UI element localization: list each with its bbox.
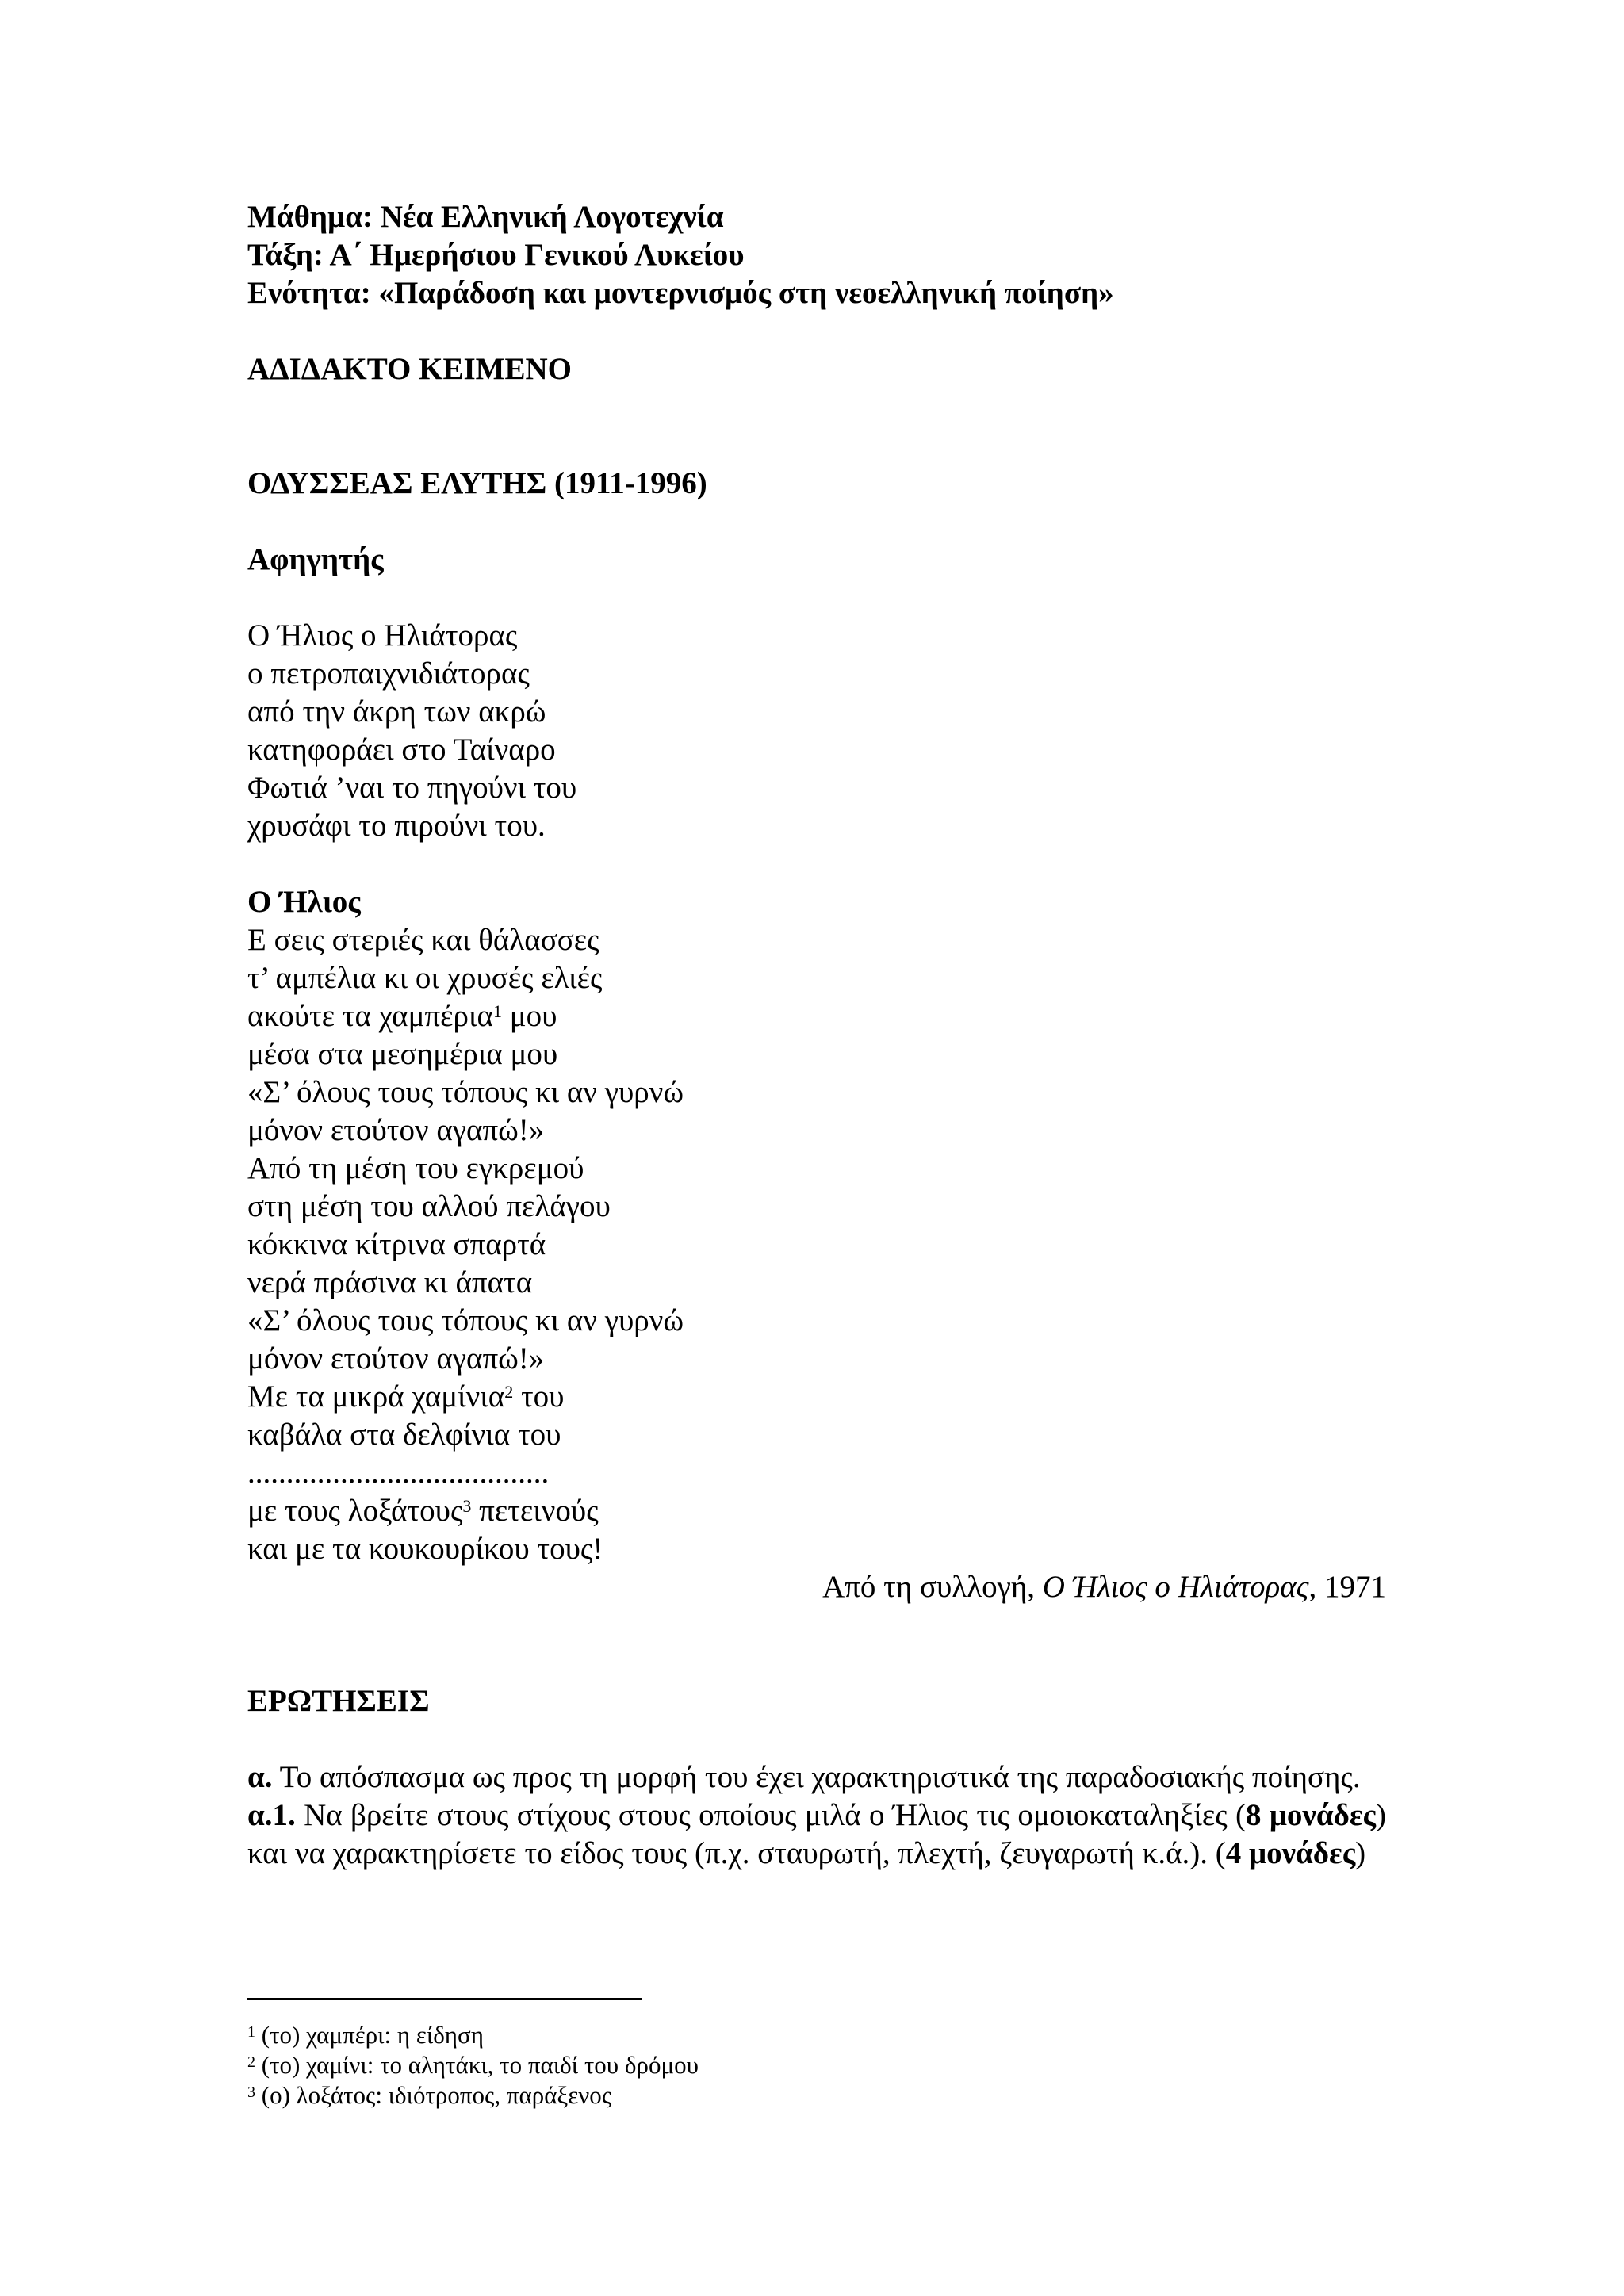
poem-line: καβάλα στα δελφίνια του xyxy=(247,1418,561,1452)
poem-line: μέσα στα μεσημέρια μου xyxy=(247,1037,558,1071)
poem-line: κατηφοράει στο Ταίναρο xyxy=(247,733,556,767)
question-a1-text: ) και να χαρακτηρίσετε το είδος τους (π.χ. σταυρωτή, πλεχτή, ζευγαρωτή κ.ά.). ( xyxy=(247,1798,1386,1870)
questions-heading: ΕΡΩΤΗΣΕΙΣ xyxy=(247,1684,430,1718)
poem-text: με τους λοξάτους xyxy=(247,1494,463,1528)
footnote-text: (το) χαμίνι: το αλητάκι, το παιδί του δρόμου xyxy=(255,2051,699,2079)
poem-line xyxy=(247,1492,1386,1530)
author-heading: ΟΔΥΣΣΕΑΣ ΕΛΥΤΗΣ (1911-1996) xyxy=(247,466,707,500)
section-title: ΑΔΙΔΑΚΤΟ ΚΕΙΜΕΝΟ xyxy=(247,352,572,386)
source-citation xyxy=(822,1568,1386,1606)
question-a1 xyxy=(247,1797,1386,1873)
document-header xyxy=(247,198,1386,312)
ellipsis-line: ....................................... xyxy=(247,1456,550,1490)
footnotes xyxy=(247,2020,699,2110)
poem-text: Με τα μικρά χαμίνια xyxy=(247,1380,505,1414)
footnote xyxy=(247,2080,699,2110)
footnote-number: 2 xyxy=(247,2053,255,2071)
poem-line: τ’ αμπέλια κι οι χρυσές ελιές xyxy=(247,961,603,995)
poem-text: μου xyxy=(501,999,557,1033)
footnote xyxy=(247,2050,699,2080)
footnote-separator xyxy=(247,1998,642,2000)
footnote xyxy=(247,2020,699,2050)
footnote-number: 3 xyxy=(247,2084,255,2101)
poem-line: Φωτιά ’ναι το πηγούνι του xyxy=(247,771,577,805)
question-a-text: Το απόσπασμα ως προς τη μορφή του έχει χαρακτηριστικά της παραδοσιακής ποίησης. xyxy=(272,1760,1361,1794)
poem-line: Ο Ήλιος ο Ηλιάτορας xyxy=(247,618,518,652)
poem-line: στη μέση του αλλού πελάγου xyxy=(247,1189,611,1223)
question-a1-text: ) xyxy=(1355,1836,1366,1870)
document-page xyxy=(247,198,1386,1873)
class-line: Τάξη: Α΄ Ημερήσιου Γενικού Λυκείου xyxy=(247,238,745,272)
footnote-ref: 3 xyxy=(462,1496,472,1516)
footnote-ref: 1 xyxy=(492,1001,502,1021)
poem-text: πετεινούς xyxy=(471,1494,599,1528)
poem-line: νερά πράσινα κι άπατα xyxy=(247,1265,533,1299)
poem-line: κόκκινα κίτρινα σπαρτά xyxy=(247,1227,546,1261)
sun-stanza xyxy=(247,921,1386,1568)
question-a1-text: Να βρείτε στους στίχους στους οποίους μιλά ο Ήλιος τις ομοιοκαταληξίες ( xyxy=(295,1798,1247,1832)
footnote-text: (το) χαμπέρι: η είδηση xyxy=(255,2021,484,2049)
unit-line: Ενότητα: «Παράδοση και μοντερνισμός στη νεοελληνική ποίηση» xyxy=(247,276,1114,310)
footnote-ref: 2 xyxy=(504,1382,514,1402)
poem-text: ακούτε τα χαμπέρια xyxy=(247,999,493,1033)
question-a1-points: 8 μονάδες xyxy=(1246,1798,1376,1832)
sun-heading: Ο Ήλιος xyxy=(247,885,361,919)
course-line: Μάθημα: Νέα Ελληνική Λογοτεχνία xyxy=(247,200,724,234)
poem-line: και με τα κουκουρίκου τους! xyxy=(247,1532,603,1566)
poem-line: μόνον ετούτον αγαπώ!» xyxy=(247,1341,545,1376)
question-a1-label: α.1. xyxy=(247,1798,296,1832)
footnote-number: 1 xyxy=(247,2023,255,2041)
narrator-stanza xyxy=(247,617,1386,845)
poem-line: χρυσάφι το πιρούνι του. xyxy=(247,809,546,843)
poem-line: ο πετροπαιχνιδιάτορας xyxy=(247,656,530,691)
source-row xyxy=(247,1568,1386,1606)
poem-line: από την άκρη των ακρώ xyxy=(247,695,546,729)
poem-line: μόνον ετούτον αγαπώ!» xyxy=(247,1113,545,1147)
poem-line: Ε σεις στεριές και θάλασσες xyxy=(247,923,599,957)
poem-line: Από τη μέση του εγκρεμού xyxy=(247,1151,584,1185)
question-a xyxy=(247,1758,1386,1797)
question-a-label: α. xyxy=(247,1760,273,1794)
poem-line: «Σ’ όλους τους τόπους κι αν γυρνώ xyxy=(247,1075,684,1109)
source-prefix: Από τη συλλογή, xyxy=(822,1570,1043,1604)
question-a1-points: 4 μονάδες xyxy=(1225,1836,1356,1870)
poem-line xyxy=(247,997,1386,1035)
footnote-text: (ο) λοξάτος: ιδιότροπος, παράξενος xyxy=(255,2081,612,2109)
poem-text: του xyxy=(513,1380,565,1414)
narrator-heading: Αφηγητής xyxy=(247,542,384,576)
source-title: Ο Ήλιος ο Ηλιάτορας xyxy=(1042,1570,1309,1604)
poem-line: «Σ’ όλους τους τόπους κι αν γυρνώ xyxy=(247,1303,684,1337)
source-suffix: , 1971 xyxy=(1308,1570,1386,1604)
poem-line xyxy=(247,1378,1386,1416)
